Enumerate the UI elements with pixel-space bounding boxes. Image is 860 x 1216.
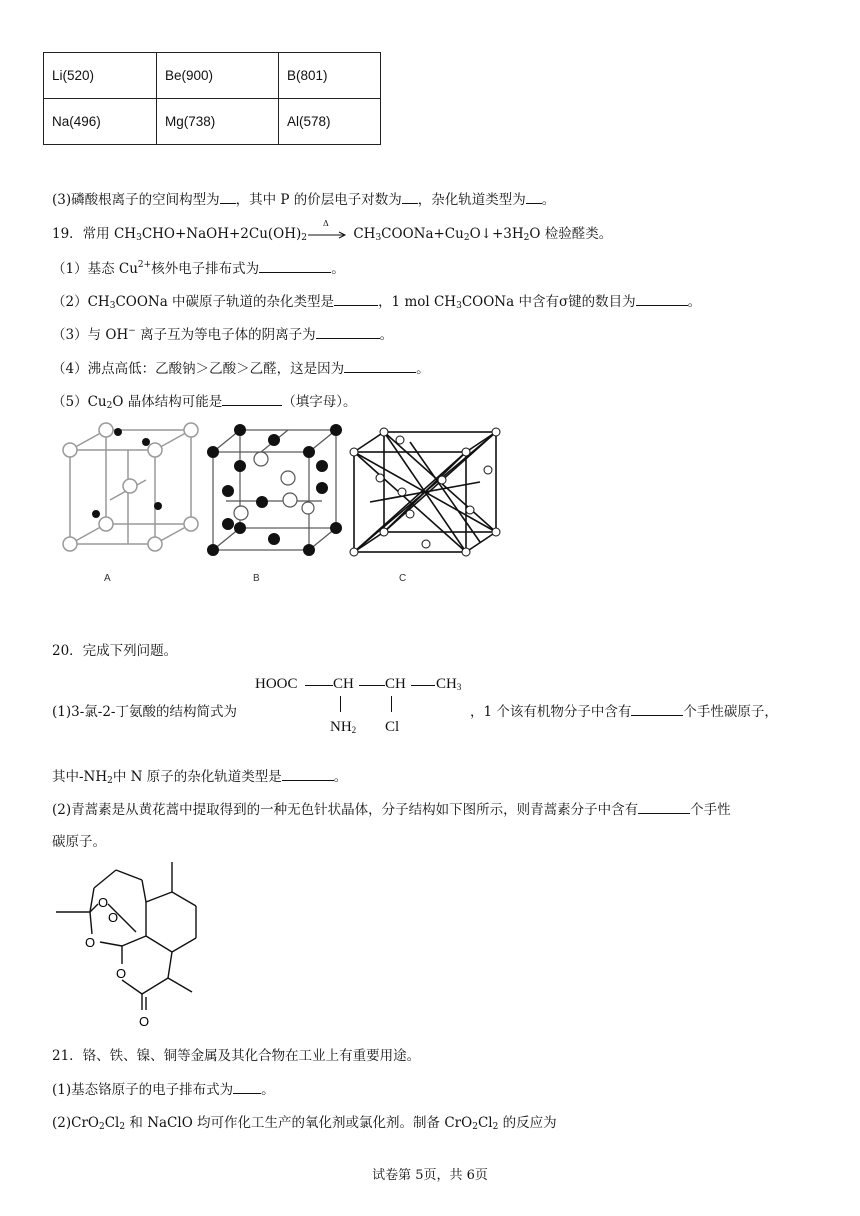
q19-part3: （3）与 OH− 离子互为等电子体的阴离子为 。: [52, 326, 394, 343]
crystal-structure-a: [63, 423, 198, 551]
oxygen-atom: O: [98, 895, 109, 910]
amino-group: $NH_2$: [330, 719, 357, 735]
table-cell: Be(900): [157, 53, 279, 99]
bond: [340, 696, 341, 712]
table-cell: Na(496): [44, 99, 157, 145]
oxygen-atom: O: [116, 966, 127, 981]
bond: [305, 685, 333, 686]
answer-blank: [220, 191, 236, 204]
q20-title: 20．完成下列问题。: [52, 643, 178, 659]
q19-part4: （4）沸点高低：乙酸钠＞乙酸＞乙醛，这是因为 。: [52, 361, 430, 377]
crystal-structures-figure: [50, 418, 510, 593]
answer-blank: [636, 293, 688, 306]
q19-part1: （1）基态 $Cu^{2+}$核外电子排布式为 。: [52, 260, 345, 277]
answer-blank: [222, 393, 282, 406]
methyl-group: $CH_3$: [436, 676, 462, 692]
figure-label-b: B: [253, 573, 260, 584]
answer-blank: [402, 191, 418, 204]
q18-part3: (3)磷酸根离子的空间构型为 ，其中 P 的价层电子对数为 ，杂化轨道类型为 。: [52, 192, 556, 208]
crystal-structure-c: [350, 428, 500, 556]
heat-arrow: Δ: [307, 228, 349, 238]
table-row: [44, 99, 381, 145]
oxygen-atom: O: [85, 935, 96, 950]
table-cell: B(801): [279, 53, 381, 99]
bond: [411, 685, 435, 686]
answer-blank: [259, 260, 331, 273]
answer-blank: [334, 293, 378, 306]
oxygen-atom: O: [139, 1014, 150, 1029]
figure-label-c: C: [399, 573, 407, 584]
table-cell: Li(520): [44, 53, 157, 99]
bond: [391, 696, 392, 712]
q20-part1-line1a: (1)3-氯-2-丁氨酸的结构简式为: [52, 704, 237, 720]
answer-blank: [282, 768, 334, 781]
q20-part2-line1: (2)青蒿素是从黄花蒿中提取得到的一种无色针状晶体，分子结构如下图所示，则青蒿素分子中含有 个手性: [52, 802, 731, 818]
answer-blank: [526, 191, 542, 204]
q20-part1-line1b: ，1 个该有机物分子中含有 个手性碳原子，: [470, 704, 778, 720]
amino-acid-structure: HOOC CH CH $CH_3$ $NH_2$ Cl: [255, 676, 462, 735]
ionization-energy-table: [43, 52, 381, 145]
table-cell: Al(578): [279, 99, 381, 145]
artemisinin-structure: [44, 860, 219, 1032]
q21-part1: (1)基态铬原子的电子排布式为 。: [52, 1082, 275, 1098]
answer-blank: [631, 703, 683, 716]
oxygen-atom: O: [108, 910, 119, 925]
crystal-structure-b: [207, 424, 342, 556]
answer-blank: [638, 801, 690, 814]
figure-label-a: A: [104, 573, 111, 584]
answer-blank: [316, 326, 380, 339]
q20-part1-line2: 其中$-NH_2$中 N 原子的杂化轨道类型是 。: [52, 769, 348, 786]
page-footer: 试卷第 5页，共 6页: [372, 1168, 488, 1183]
q19-part2: $(2)CH_3COONa$ 中碳原子轨道的杂化类型是 ，1 mol $CH_3COONa$ 中含有σ键的数目为 。: [52, 294, 702, 311]
bond: [359, 685, 385, 686]
q20-part2-line2: 碳原子。: [52, 834, 106, 850]
q19-intro: 19．常用 $CH_3CHO+NaOH+2Cu(OH)_2$ Δ $CH_3COONa+Cu_2O↓+3H_2O$ 检验醛类。: [52, 219, 613, 243]
answer-blank: [344, 360, 416, 373]
table-cell: Mg(738): [157, 99, 279, 145]
answer-blank: [233, 1081, 261, 1094]
table-row: [44, 53, 381, 99]
q21-part2: $(2)CrO_2Cl_2$ 和 NaClO 均可作化工生产的氧化剂或氯化剂。制备 $CrO_2Cl_2$ 的反应为: [52, 1115, 557, 1132]
q21-title: 21．铬、铁、镍、铜等金属及其化合物在工业上有重要用途。: [52, 1048, 421, 1064]
q19-part5: $(5)Cu_2O$ 晶体结构可能是 （填字母）。: [52, 394, 357, 411]
